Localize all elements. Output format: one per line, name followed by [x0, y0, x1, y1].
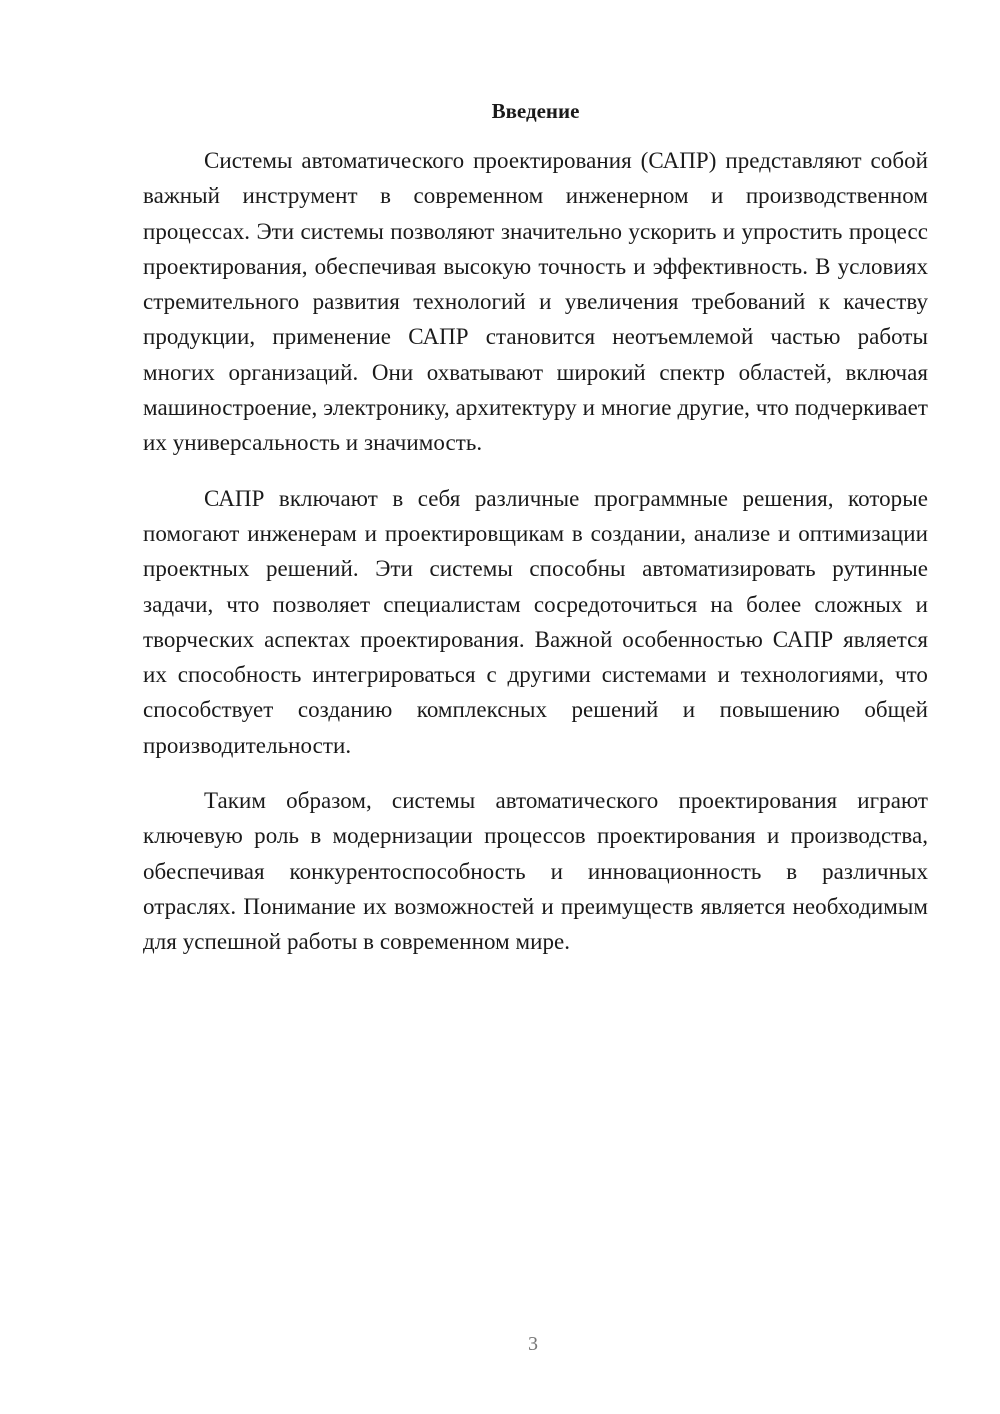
paragraph-2: САПР включают в себя различные программные решения, которые помогают инженерам и проектировщикам в создании, анализе и оптимизации проектных решений. Эти системы способны автоматизировать рутинные задачи, что позволяет специалистам сосредоточиться на более сложных и творческих аспектах проектирования. Важной особенностью САПР является их способность интегрироваться с другими системами и технологиями, что способствует созданию комплексных решений и повышению общей производительности. — [143, 485, 928, 758]
page-number — [72, 1333, 1000, 1356]
body-text — [143, 143, 928, 980]
section-heading: Введение — [491, 99, 580, 123]
paragraph-1: Системы автоматического проектирования (САПР) представляют собой важный инструмент в современном инженерном и производственном процессах. Эти системы позволяют значительно ускорить и упростить процесс проектирования, обеспечивая высокую точность и эффективность. В условиях стремительного развития технологий и увеличения требований к качеству продукции, применение САПР становится неотъемлемой частью работы многих организаций. Они охватывают широкий спектр областей, включая машиностроение, электронику, архитектуру и многие другие, что подчеркивает их универсальность и значимость. — [143, 148, 928, 456]
paragraph-3: Таким образом, системы автоматического проектирования играют ключевую роль в модернизации процессов проектирования и производства, обеспечивая конкурентоспособность и инновационность в различных отраслях. Понимание их возможностей и преимуществ является необходимым для успешной работы в современном мире. — [143, 788, 928, 955]
page-number-label: 3 — [528, 1333, 538, 1355]
